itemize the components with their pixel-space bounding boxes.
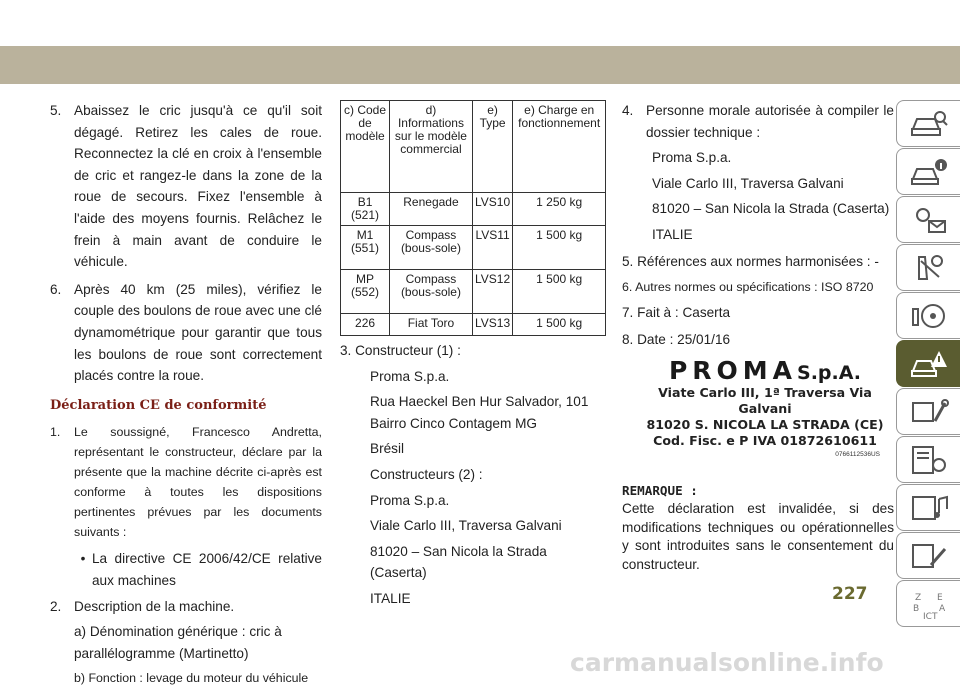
item-number: 4.	[622, 103, 634, 118]
bullet-dot: •	[80, 551, 86, 567]
date: 8. Date : 25/01/16	[622, 331, 731, 347]
steering-wheel-icon	[909, 299, 949, 333]
step-4	[622, 100, 894, 143]
item-number: 2.	[50, 598, 62, 614]
tab-car-info[interactable]	[896, 148, 960, 195]
wrench-icon	[909, 395, 949, 429]
other-standards: 6. Autres normes ou spécifications : ISO 8720	[622, 280, 874, 295]
stamp-logo-main: PROMA	[668, 356, 798, 385]
directive-bullet	[74, 548, 322, 591]
manufacturer1-name: Proma S.p.a.	[370, 368, 450, 384]
page-number: 227	[832, 584, 868, 604]
manufacturers2-label: Constructeurs (2) :	[370, 466, 483, 482]
column-left	[50, 100, 322, 688]
manufacturer1-country: Brésil	[370, 441, 404, 457]
table-header-row	[341, 101, 606, 193]
manufacturer1-address: Rua Haeckel Ben Hur Salvador, 101 Bairro Cinco Contagem MG	[370, 394, 589, 431]
header-type: e) Type	[472, 101, 512, 193]
step-number: 6.	[50, 281, 62, 297]
seatbelt-icon	[909, 251, 949, 285]
lights-message-icon	[909, 203, 949, 237]
cell-type: LVS13	[472, 314, 512, 336]
tech-file-country: ITALIE	[652, 226, 693, 242]
table-row	[341, 193, 606, 226]
top-banner	[0, 46, 960, 84]
tab-lights-message[interactable]	[896, 196, 960, 243]
site-watermark: carmanualsonline.info	[570, 648, 884, 677]
step-text: Après 40 km (25 miles), vérifiez le couple des boulons de roue avec une clé dynamométrique pour garantir que tous les boulons de roue sont correctement placés contre la roue.	[74, 281, 322, 384]
cell-code: B1 (521)	[341, 193, 390, 226]
index-letters-icon	[909, 587, 949, 621]
tech-file-city: 81020 – San Nicola la Strada (Caserta)	[652, 201, 890, 217]
manufacturer2-city: 81020 – San Nicola la Strada (Caserta)	[370, 543, 547, 581]
header-load: e) Charge en fonctionnement	[513, 101, 606, 193]
svg-text:E: E	[936, 592, 943, 603]
harmonized-standards: 5. Références aux normes harmonisées : -	[622, 253, 879, 269]
cell-load: 1 500 kg	[513, 314, 606, 336]
manufacturer-heading: 3. Constructeur (1) :	[340, 343, 461, 358]
tech-file-name: Proma S.p.a.	[652, 150, 732, 166]
specs-gear-icon	[909, 443, 949, 477]
step-6	[50, 279, 322, 387]
bullet-text: La directive CE 2006/42/CE relative aux machines	[92, 551, 322, 588]
machine-name: a) Dénomination générique : cric à parallélogramme (Martinetto)	[74, 624, 282, 661]
table-row	[341, 314, 606, 336]
cell-load: 1 500 kg	[513, 270, 606, 314]
machine-function: b) Fonction : levage du moteur du véhicule	[74, 671, 309, 686]
table-row	[341, 226, 606, 270]
stamp-city: 81020 S. NICOLA LA STRADA (CE)	[646, 417, 884, 432]
tab-safety[interactable]	[896, 244, 960, 291]
tech-file-street: Viale Carlo III, Traversa Galvani	[652, 175, 844, 191]
tab-starting-driving[interactable]	[896, 292, 960, 339]
car-info-icon	[909, 155, 949, 189]
remark	[622, 482, 894, 574]
svg-text:Z: Z	[914, 592, 921, 603]
manufacturer2-name: Proma S.p.a.	[370, 492, 450, 508]
remark-heading: REMARQUE :	[622, 483, 698, 498]
tab-index[interactable]	[896, 580, 960, 627]
table-row	[341, 270, 606, 314]
tab-specifications[interactable]	[896, 436, 960, 483]
cell-model: Compass (bous-sole)	[390, 226, 473, 270]
manufacturer2-country: ITALIE	[370, 590, 411, 606]
tab-car-search[interactable]	[896, 100, 960, 147]
model-table	[340, 100, 606, 336]
stamp-code: 0766112536US	[835, 451, 880, 458]
section-title: Déclaration CE de conformité	[50, 397, 267, 413]
stamp-address: Viate Carlo III, 1ª Traversa Via Galvani	[658, 385, 872, 416]
declaration-2	[50, 596, 322, 618]
cell-type: LVS11	[472, 226, 512, 270]
cell-model: Fiat Toro	[390, 314, 473, 336]
cell-code: MP (552)	[341, 270, 390, 314]
cell-code: 226	[341, 314, 390, 336]
emergency-warning-icon	[909, 347, 949, 381]
cell-type: LVS12	[472, 270, 512, 314]
step-text: Abaissez le cric jusqu'à ce qu'il soit dégagé. Retirez les cales de roue. Reconnectez la clé en croix à l'ensemble de cric et rangez-le dans la zone de la roue de secours. Fixez l'ensemble à l'aide des moyens fournis. Relâchez le frein à main avant de conduire le véhicule.	[74, 103, 322, 270]
cell-load: 1 250 kg	[513, 193, 606, 226]
item-text: Description de la machine.	[74, 598, 235, 614]
tab-emergency[interactable]	[896, 340, 960, 387]
cell-model: Compass (bous-sole)	[390, 270, 473, 314]
company-stamp	[640, 356, 890, 468]
column-right	[622, 100, 894, 350]
declaration-1	[50, 422, 322, 542]
item-text: Le soussigné, Francesco Andretta, représentant le constructeur, déclare par la présente que la machine décrite ci-après est conforme à toutes les dispositions pertinentes prévues par les documents suivants :	[74, 425, 322, 540]
item-text: Personne morale autorisée à compiler le dossier technique :	[646, 103, 894, 140]
cell-load: 1 500 kg	[513, 226, 606, 270]
cell-type: LVS10	[472, 193, 512, 226]
remark-text: Cette déclaration est invalidée, si des modifications techniques ou opérationnelles y sont introduites sans le consentement du constructeur.	[622, 501, 894, 572]
header-code: c) Code de modèle	[341, 101, 390, 193]
manufacturer2-street: Viale Carlo III, Traversa Galvani	[370, 518, 562, 534]
svg-text:B: B	[912, 603, 919, 614]
step-number: 5.	[50, 103, 62, 118]
column-middle	[340, 100, 606, 610]
svg-text:ICT: ICT	[922, 611, 937, 622]
tab-maintenance[interactable]	[896, 388, 960, 435]
stamp-logo-suffix: S.p.A.	[797, 362, 862, 384]
car-search-icon	[909, 107, 949, 141]
cell-code: M1 (551)	[341, 226, 390, 270]
cell-model: Renegade	[390, 193, 473, 226]
chapter-tabs	[896, 100, 960, 628]
stamp-tax-id: Cod. Fisc. e P IVA 01872610611	[653, 433, 877, 448]
stamp-logo	[640, 356, 890, 385]
tab-customer-assistance[interactable]	[896, 532, 960, 579]
step-5	[50, 100, 322, 273]
multimedia-icon	[909, 491, 949, 525]
svg-text:A: A	[938, 603, 945, 614]
item-number: 1.	[50, 425, 61, 440]
place: 7. Fait à : Caserta	[622, 305, 731, 321]
pencil-note-icon	[909, 539, 949, 573]
tab-multimedia[interactable]	[896, 484, 960, 531]
header-info: d) Informations sur le modèle commercial	[390, 101, 473, 193]
